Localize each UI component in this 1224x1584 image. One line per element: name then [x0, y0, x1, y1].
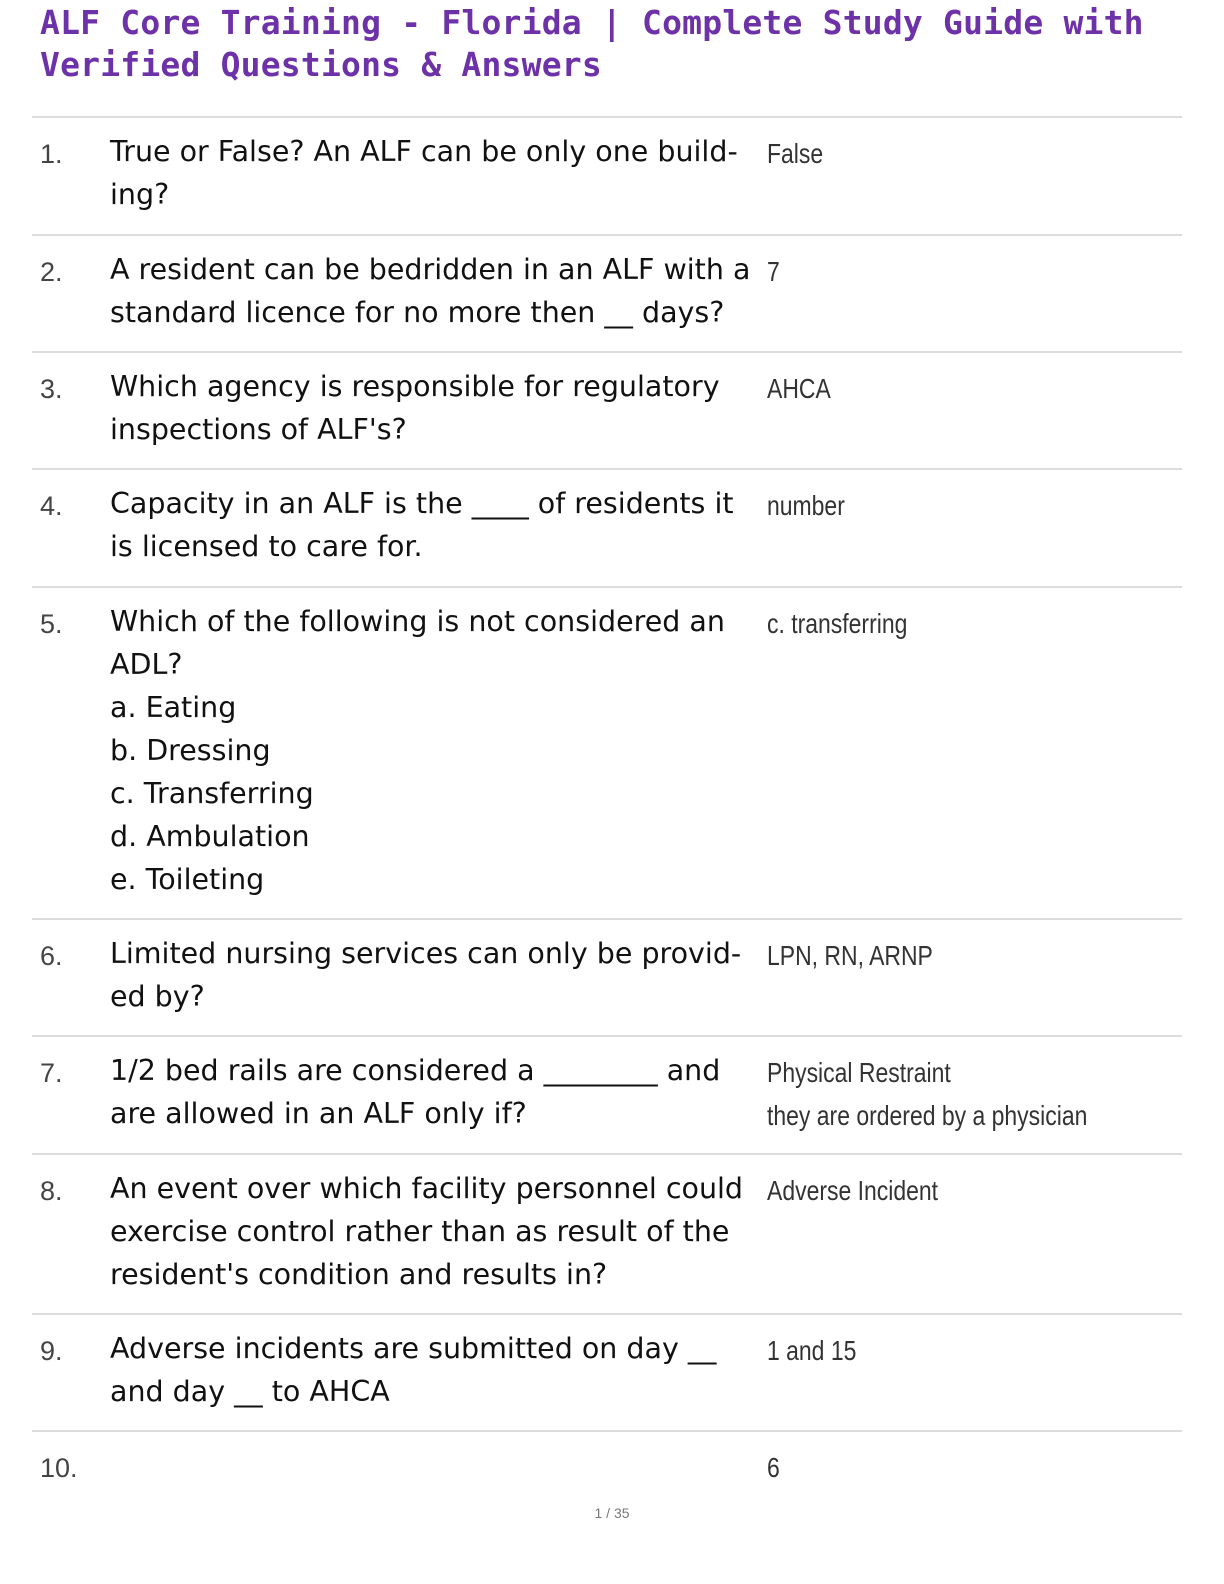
question-row [32, 588, 1182, 920]
question-text [110, 1049, 760, 1135]
answer-option: b. Dressing [110, 734, 271, 767]
answer-option: a. Eating [110, 691, 237, 724]
question-text-line: Capacity in an ALF is the ____ of residents it [110, 487, 734, 520]
question-text-line: Adverse incidents are submitted on day __ [110, 1332, 717, 1365]
question-number: 4. [40, 491, 63, 521]
question-number: 1. [40, 139, 63, 169]
question-text-line: Which of the following is not considered an [110, 605, 725, 638]
question-list [32, 116, 1182, 1542]
question-text-line: is licensed to care for. [110, 530, 423, 563]
answer-text-line: c. transferring [767, 608, 908, 639]
question-text-line: and day __ to AHCA [110, 1375, 390, 1408]
answer-text [767, 602, 1103, 645]
question-text-line: 1/2 bed rails are considered a ________ and [110, 1054, 721, 1087]
document-title-line-1: ALF Core Training - Florida | Complete Study Guide with [40, 3, 1144, 42]
answer-text [767, 484, 1103, 527]
answer-option: e. Toileting [110, 863, 265, 896]
question-text-line: Limited nursing services can only be provid- [110, 937, 742, 970]
question-row [32, 118, 1182, 236]
answer-text-line: False [767, 138, 824, 169]
question-number: 10. [40, 1453, 78, 1483]
question-row [32, 1315, 1182, 1432]
answer-text-line: 1 and 15 [767, 1335, 857, 1366]
document-title-line-2: Verified Questions & Answers [40, 45, 602, 84]
question-text [110, 130, 760, 216]
question-number: 7. [40, 1058, 63, 1088]
answer-option: c. Transferring [110, 777, 314, 810]
question-number: 9. [40, 1336, 63, 1366]
question-text [110, 1167, 760, 1296]
question-text-line: inspections of ALF's? [110, 413, 407, 446]
page-number: 1 / 35 [594, 1505, 630, 1521]
document-title [40, 2, 1200, 86]
question-row [32, 1037, 1182, 1155]
question-text-line: exercise control rather than as result of the [110, 1215, 730, 1248]
question-text-line: are allowed in an ALF only if? [110, 1097, 527, 1130]
answer-text [767, 367, 1103, 410]
answer-text [767, 250, 1103, 293]
answer-text-line: they are ordered by a physician [767, 1100, 1088, 1131]
question-text-line: ADL? [110, 648, 183, 681]
question-text-line: Which agency is responsible for regulatory [110, 370, 720, 403]
question-text [110, 1327, 760, 1413]
question-text-line: An event over which facility personnel could [110, 1172, 744, 1205]
question-text [110, 482, 760, 568]
question-text [110, 365, 760, 451]
answer-text-line: Physical Restraint [767, 1057, 951, 1088]
answer-text [767, 1446, 1103, 1489]
answer-option: d. Ambulation [110, 820, 310, 853]
answer-text [767, 132, 1103, 175]
question-row [32, 470, 1182, 588]
question-text-line: ing? [110, 178, 170, 211]
question-number: 8. [40, 1176, 63, 1206]
question-text-line: A resident can be bedridden in an ALF with a [110, 253, 751, 286]
question-number: 6. [40, 941, 63, 971]
question-row [32, 920, 1182, 1037]
answer-text [767, 1051, 1103, 1137]
question-text-line: True or False? An ALF can be only one build- [110, 135, 738, 168]
question-number: 3. [40, 374, 63, 404]
question-row [32, 1432, 1182, 1542]
question-number: 5. [40, 609, 63, 639]
answer-text-line: LPN, RN, ARNP [767, 940, 933, 971]
question-text [110, 248, 760, 334]
question-row [32, 236, 1182, 353]
question-text [110, 932, 760, 1018]
answer-text [767, 1329, 1103, 1372]
question-row [32, 353, 1182, 470]
question-text-line: standard licence for no more then __ days? [110, 296, 725, 329]
answer-text-line: number [767, 490, 845, 521]
question-text-line: resident's condition and results in? [110, 1258, 608, 1291]
question-text-line: ed by? [110, 980, 205, 1013]
question-number: 2. [40, 257, 63, 287]
answer-text-line: Adverse Incident [767, 1175, 939, 1206]
answer-text [767, 934, 1103, 977]
question-text [110, 600, 760, 901]
answer-text-line: 7 [767, 256, 780, 287]
answer-text [767, 1169, 1103, 1212]
answer-text-line: AHCA [767, 373, 831, 404]
answer-text-line: 6 [767, 1452, 780, 1483]
question-row [32, 1155, 1182, 1315]
